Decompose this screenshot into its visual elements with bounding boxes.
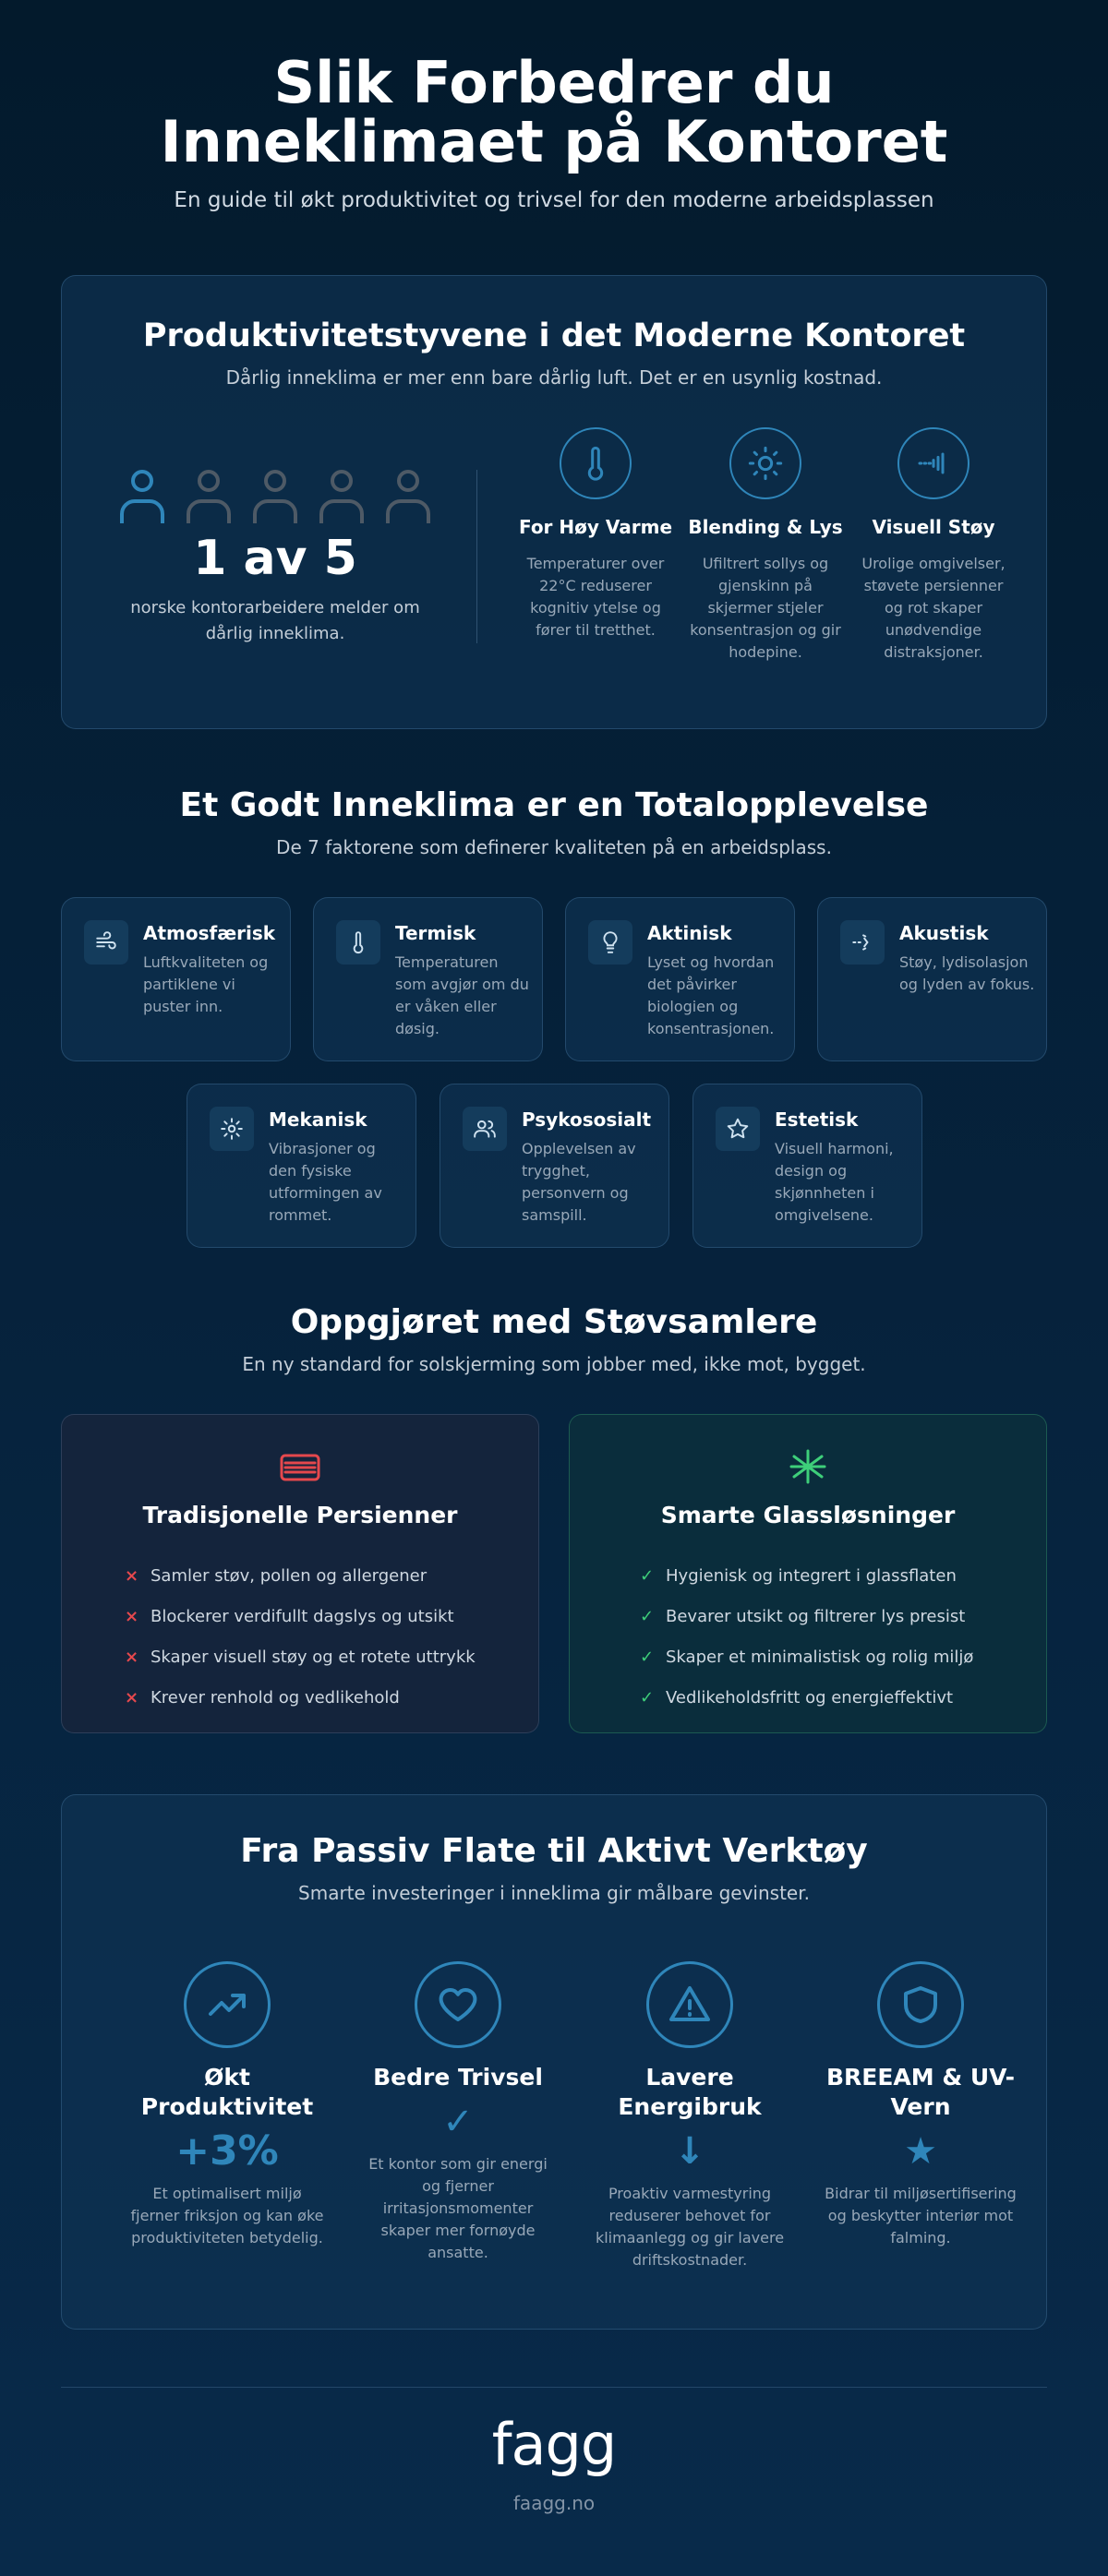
benefit-title: Økt Produktivitet	[140, 2064, 314, 2120]
comparison-subtitle: En ny standard for solskjerming som jobber med, ikke mot, bygget.	[242, 1353, 866, 1375]
benefits-title: Fra Passiv Flate til Aktivt Verktøy	[240, 1832, 868, 1870]
comparison-bad-list	[125, 1555, 476, 1718]
comparison-title: Oppgjøret med Støvsamlere	[290, 1303, 818, 1341]
stat-description: norske kontorarbeidere melder om dårlig inneklima.	[130, 598, 420, 643]
ear-icon	[840, 920, 885, 965]
factors-title: Et Godt Inneklima er en Totalopplevelse	[179, 786, 929, 824]
benefit-energy	[593, 1961, 787, 2271]
factor-card-atmosfaerisk	[61, 897, 291, 1061]
comparison-good-list	[640, 1555, 973, 1718]
brand-logo[interactable]: fagg	[491, 2411, 617, 2478]
footer-link[interactable]: faagg.no	[512, 2492, 596, 2514]
benefit-title: Lavere Energibruk	[618, 2064, 762, 2120]
factor-title: Termisk	[395, 922, 476, 944]
factor-title: Atmosfærisk	[143, 922, 276, 944]
thief-title: Blending & Lys	[688, 516, 843, 538]
benefit-text: Proaktiv varmestyring reduserer behovet for klimaanlegg og gir lavere driftskostnader.	[595, 2185, 785, 2269]
thief-title: Visuell Støy	[872, 516, 995, 538]
comparison-bad-title: Tradisjonelle Persienner	[142, 1502, 458, 1528]
thermometer-icon	[560, 427, 632, 499]
person-icon	[249, 468, 301, 525]
x-icon: ×	[125, 1647, 139, 1667]
factor-card-estetisk	[692, 1084, 922, 1248]
warning-icon	[646, 1961, 733, 2048]
list-item: × Samler støv, pollen og allergener	[125, 1565, 428, 1586]
factor-title: Estetisk	[775, 1108, 859, 1131]
shield-icon	[877, 1961, 964, 2048]
arrow-down-icon: ↓	[674, 2130, 705, 2173]
list-item: ✓ Bevarer utsikt og filtrerer lys presist	[640, 1606, 966, 1626]
person-icon	[316, 468, 367, 525]
page-subtitle: En guide til økt produktivitet og trivsel for den moderne arbeidsplassen	[174, 188, 934, 212]
footer-divider	[61, 2387, 1047, 2388]
factor-text: Luftkvaliteten og partiklene vi puster inn.	[143, 953, 269, 1015]
page-title	[0, 49, 1108, 175]
factors-subtitle: De 7 faktorene som definerer kvaliteten på en arbeidsplass.	[276, 836, 832, 858]
thief-text: Urolige omgivelser, støvete persienner og rot skaper unødvendige distraksjoner.	[861, 555, 1006, 661]
factor-title: Aktinisk	[647, 922, 732, 944]
benefit-title: BREEAM & UV-Vern	[825, 2064, 1016, 2120]
lightbulb-icon	[588, 920, 632, 965]
list-item: ✓ Vedlikeholdsfritt og energieffektivt	[640, 1687, 954, 1707]
trending-up-icon	[184, 1961, 271, 2048]
x-icon: ×	[125, 1606, 139, 1626]
factor-card-psykososialt	[440, 1084, 669, 1248]
factor-card-aktinisk	[565, 897, 795, 1061]
comparison-good-title: Smarte Glassløsninger	[660, 1502, 956, 1528]
traditional-blinds-card	[61, 1414, 539, 1733]
factor-text: Opplevelsen av trygghet, personvern og samspill.	[522, 1140, 636, 1224]
blinds-icon	[62, 1448, 538, 1485]
factor-card-termisk	[313, 897, 543, 1061]
thermometer-icon	[336, 920, 380, 965]
star-icon	[716, 1107, 760, 1151]
divider	[476, 470, 477, 643]
factor-text: Visuell harmoni, design og skjønnheten i omgivelsene.	[775, 1140, 894, 1224]
benefit-metric: +3%	[175, 2127, 279, 2175]
benefit-wellbeing	[361, 1961, 555, 2264]
check-icon: ✓	[640, 1687, 655, 1707]
benefit-productivity	[130, 1961, 324, 2249]
benefit-text: Et kontor som gir energi og fjerner irritasjonsmomenter skaper mer fornøyde ansatte.	[368, 2155, 548, 2261]
factor-card-mekanisk	[187, 1084, 416, 1248]
factor-title: Akustisk	[899, 922, 989, 944]
thief-item-noise	[855, 427, 1012, 664]
thief-text: Ufiltrert sollys og gjenskinn på skjermer stjeler konsentrasjon og gir hodepine.	[690, 555, 841, 661]
sun-icon	[729, 427, 801, 499]
check-icon: ✓	[640, 1647, 655, 1667]
heart-icon	[415, 1961, 501, 2048]
benefit-text: Bidrar til miljøsertifisering og beskytter interiør mot falming.	[825, 2185, 1017, 2247]
person-icon-highlighted	[116, 468, 168, 525]
check-icon: ✓	[640, 1565, 655, 1586]
factor-title: Psykososialt	[522, 1108, 652, 1131]
benefit-text: Et optimalisert miljø fjerner friksjon og kan øke produktiviteten betydelig.	[130, 2185, 324, 2247]
benefits-subtitle: Smarte investeringer i inneklima gir målbare gevinster.	[298, 1882, 810, 1904]
list-item: ✓ Skaper et minimalistisk og rolig miljø	[640, 1647, 974, 1667]
list-item: ✓ Hygienisk og integrert i glassflaten	[640, 1565, 957, 1586]
users-icon	[463, 1107, 507, 1151]
thieves-subtitle: Dårlig inneklima er mer enn bare dårlig luft. Det er en usynlig kostnad.	[225, 366, 883, 389]
list-item: × Blockerer verdifullt dagslys og utsikt	[125, 1606, 454, 1626]
benefit-title: Bedre Trivsel	[373, 2064, 543, 2091]
x-icon: ×	[125, 1565, 139, 1586]
people-pictogram	[114, 468, 437, 527]
productivity-thieves-card	[61, 275, 1047, 729]
page-title-line-2: Inneklimaet på Kontoret	[160, 108, 948, 175]
factor-card-akustisk	[817, 897, 1047, 1061]
list-item: × Skaper visuell støy og et rotete uttrykk	[125, 1647, 476, 1667]
check-icon: ✓	[442, 2101, 474, 2143]
thieves-title: Produktivitetstyvene i det Moderne Kontoret	[142, 318, 966, 354]
star-icon: ★	[904, 2130, 937, 2173]
list-item: × Krever renhold og vedlikehold	[125, 1687, 400, 1707]
factor-text: Temperaturen som avgjør om du er våken eller døsig.	[395, 953, 529, 1037]
thief-item-glare	[687, 427, 844, 664]
x-icon: ×	[125, 1687, 139, 1707]
person-icon	[382, 468, 434, 525]
smart-glass-card	[569, 1414, 1047, 1733]
benefit-breeam	[824, 1961, 1018, 2249]
thief-item-heat	[517, 427, 674, 641]
person-icon	[183, 468, 235, 525]
gear-icon	[210, 1107, 254, 1151]
check-icon: ✓	[640, 1606, 655, 1626]
stat-value: 1 av 5	[193, 531, 357, 586]
thief-title: For Høy Varme	[518, 516, 673, 538]
factor-text: Støy, lydisolasjon og lyden av fokus.	[899, 953, 1035, 993]
factor-text: Vibrasjoner og den fysiske utformingen av rommet.	[269, 1140, 382, 1224]
factor-text: Lyset og hvordan det påvirker biologien og konsentrasjonen.	[647, 953, 775, 1037]
sound-wave-icon	[897, 427, 970, 499]
benefits-card	[61, 1794, 1047, 2330]
hero	[0, 49, 1108, 212]
page-title-line-1: Slik Forbedrer du	[273, 49, 835, 116]
factor-title: Mekanisk	[269, 1108, 367, 1131]
sparkle-icon	[570, 1448, 1046, 1485]
wind-icon	[84, 920, 128, 965]
thief-text: Temperaturer over 22°C reduserer kognitiv ytelse og fører til tretthet.	[526, 555, 665, 639]
